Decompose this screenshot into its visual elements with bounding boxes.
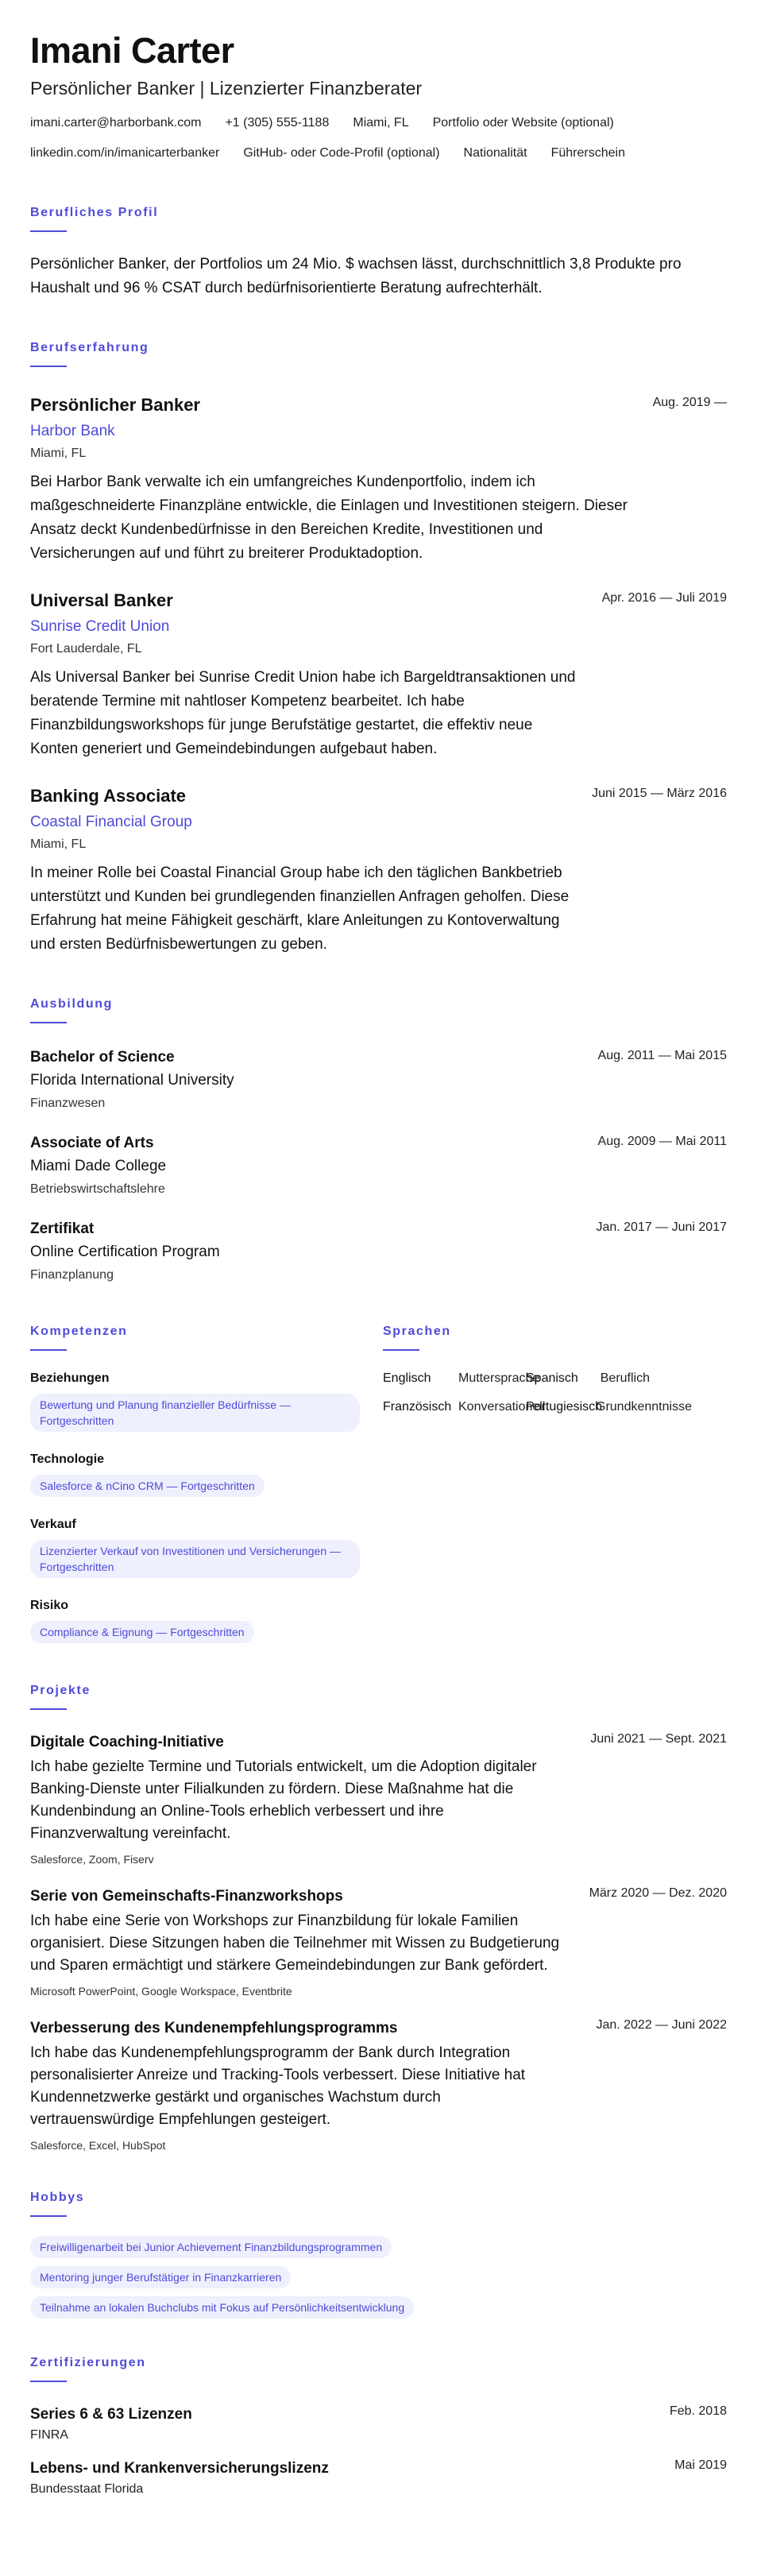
certifications-section [30,2355,727,2498]
project-date: Jan. 2022 — Juni 2022 [596,2018,727,2032]
profile-summary: Persönlicher Banker, der Portfolios um 24 Mio. $ wachsen lässt, durchschnittlich 3,8 Produkte pro Haushalt und 96 % CSAT durch bedürfnisorientierte Beratung aufrechterhält. [30,256,682,296]
contact-email[interactable]: imani.carter@harborbank.com [30,116,202,130]
job-date: Aug. 2019 — [652,396,727,409]
candidate-headline: Persönlicher Banker | Lizenzierter Finanzberater [30,78,423,99]
section-divider [30,1349,67,1351]
education-date: Aug. 2009 — Mai 2011 [597,1135,727,1148]
project-tech: Microsoft PowerPoint, Google Workspace, Eventbrite [30,1985,292,1998]
language-level: Beruflich [600,1371,650,1385]
degree: Bachelor of Science [30,1049,175,1066]
section-title-hobbies: Hobbys [30,2191,85,2204]
section-title-profile: Berufliches Profil [30,206,159,219]
school: Miami Dade College [30,1158,167,1174]
project-date: Juni 2021 — Sept. 2021 [590,1732,727,1746]
language-name: Englisch [383,1371,431,1385]
job-description: Bei Harbor Bank verwalte ich ein umfangreiches Kundenportfolio, indem ich maßgeschneiderte Finanzpläne entwickle, die Einlagen und Investitionen steigern. Dieser Ansatz deckt Kundenbedürfnisse in den Bereichen Kredite, Investitionen und Versicherungen auf und führt zu breiterer Produktadoption. [30,474,628,562]
certification-date: Mai 2019 [674,2458,727,2472]
candidate-name: Imani Carter [30,30,234,71]
hobby-item [30,2296,727,2319]
job-location: Miami, FL [30,447,87,460]
skills-section [30,1324,383,1643]
skill-group [30,1516,383,1578]
contact-info-row2 [30,145,727,162]
job-company: Harbor Bank [30,423,115,439]
section-title-projects: Projekte [30,1684,91,1697]
hobby-list [30,2236,727,2319]
field-of-study: Finanzplanung [30,1268,114,1282]
certification-date: Feb. 2018 [669,2404,727,2418]
section-divider [30,230,67,232]
project-entry [30,1732,727,1867]
section-title-skills: Kompetenzen [30,1325,128,1338]
degree: Zertifikat [30,1220,95,1237]
section-title-experience: Berufserfahrung [30,341,149,354]
job-location: Fort Lauderdale, FL [30,642,142,656]
education-date: Aug. 2011 — Mai 2015 [597,1049,727,1062]
skills-languages-row [30,1324,727,1643]
section-title-education: Ausbildung [30,997,113,1011]
project-date: März 2020 — Dez. 2020 [589,1886,727,1900]
languages-section [383,1324,727,1643]
education-entry [30,1219,727,1284]
hobby-pill: Freiwilligenarbeit bei Junior Achievement Finanzbildungsprogrammen [30,2236,392,2258]
certification-entry [30,2458,727,2498]
section-divider [383,1349,419,1351]
contact-license: Führerschein [550,146,625,160]
contact-location: Miami, FL [353,116,409,130]
job-date: Apr. 2016 — Juli 2019 [601,591,727,605]
section-divider [30,1022,67,1023]
skill-pill: Bewertung und Planung finanzieller Bedürfnisse — Fortgeschritten [30,1394,360,1432]
skill-group [30,1597,383,1643]
project-title: Serie von Gemeinschafts-Finanzworkshops [30,1888,343,1905]
project-tech: Salesforce, Excel, HubSpot [30,2139,166,2152]
language-name: Spanisch [526,1371,578,1385]
skill-category: Beziehungen [30,1371,110,1385]
experience-section [30,340,727,957]
contact-phone[interactable]: +1 (305) 555-1188 [225,116,330,130]
job-title: Universal Banker [30,590,173,610]
skill-category: Risiko [30,1599,69,1612]
skill-category: Verkauf [30,1518,76,1531]
hobbies-section [30,2190,727,2319]
skill-pill: Lizenzierter Verkauf von Investitionen und Versicherungen — Fortgeschritten [30,1540,360,1578]
contact-portfolio[interactable]: Portfolio oder Website (optional) [432,116,614,130]
degree: Associate of Arts [30,1135,154,1151]
section-divider [30,1708,67,1710]
school: Florida International University [30,1072,234,1089]
job-title: Banking Associate [30,786,187,806]
job-date: Juni 2015 — März 2016 [592,787,727,800]
profile-section [30,205,727,300]
language-level: Grundkenntnisse [596,1400,692,1414]
hobby-pill: Teilnahme an lokalen Buchclubs mit Fokus auf Persönlichkeitsentwicklung [30,2296,414,2319]
project-description: Ich habe das Kundenempfehlungsprogramm der Bank durch Integration personalisierter Anreize und Tracking-Tools verbessert. Diese Initiative hat Kundennetzwerke gestärkt und organisches Wachstum durch vertrauenswürdige Empfehlungen gesteigert. [30,2044,526,2128]
section-title-certifications: Zertifizierungen [30,2356,146,2369]
education-section [30,996,727,1284]
job-location: Miami, FL [30,837,87,851]
project-description: Ich habe gezielte Termine und Tutorials entwickelt, um die Adoption digitaler Banking-Dienste unter Filialkunden zu fördern. Diese Maßnahme hat die Kundenbindung an Online-Tools erheblich verbessert und ihre Finanzverwaltung vereinfacht. [30,1758,537,1842]
skill-pill: Salesforce & nCino CRM — Fortgeschritten [30,1475,265,1497]
certification-name: Lebens- und Krankenversicherungslizenz [30,2460,329,2477]
job-company: Coastal Financial Group [30,814,192,830]
education-entry [30,1047,727,1112]
contact-linkedin[interactable]: linkedin.com/in/imanicarterbanker [30,146,220,160]
certification-entry [30,2404,727,2444]
language-name: Portugiesisch [526,1400,603,1414]
job-company: Sunrise Credit Union [30,618,170,635]
projects-section [30,1683,727,2153]
certification-name: Series 6 & 63 Lizenzen [30,2406,192,2423]
job-description: Als Universal Banker bei Sunrise Credit Union habe ich Bargeldtransaktionen und beratende Termine mit nahtloser Kompetenz bearbeitet. Ich habe Finanzbildungsworkshops für junge Berufstätige gestartet, die effektiv neue Konten generiert und Gemeindebindungen aufgebaut haben. [30,669,576,757]
education-date: Jan. 2017 — Juni 2017 [596,1220,727,1234]
job-description: In meiner Rolle bei Coastal Financial Group habe ich den täglichen Bankbetrieb unterstützt und Kunden bei grundlegenden finanziellen Anfragen geholfen. Diese Erfahrung hat meine Fähigkeit geschärft, klare Anleitungen zu Kontoverwaltung und ersten Bedürfnisbewertungen zu geben. [30,864,570,953]
project-entry [30,2018,727,2153]
school: Online Certification Program [30,1244,220,1260]
section-divider [30,2381,67,2382]
section-divider [30,366,67,367]
skill-pill: Compliance & Eignung — Fortgeschritten [30,1621,254,1643]
contact-github[interactable]: GitHub- oder Code-Profil (optional) [243,146,440,160]
field-of-study: Finanzwesen [30,1097,106,1110]
skill-group [30,1370,383,1432]
contact-nationality: Nationalität [463,146,527,160]
language-level: Konversationell [458,1400,546,1414]
certification-issuer: FINRA [30,2428,68,2442]
project-title: Digitale Coaching-Initiative [30,1734,224,1750]
language-name: Französisch [383,1400,452,1414]
education-entry [30,1133,727,1198]
contact-info [30,114,727,132]
experience-entry [30,590,727,761]
language-level: Muttersprache [458,1371,540,1385]
skill-category: Technologie [30,1452,105,1466]
section-divider [30,2215,67,2217]
experience-entry [30,394,727,566]
hobby-item [30,2266,727,2288]
skill-group [30,1451,383,1497]
job-title: Persönlicher Banker [30,395,200,415]
field-of-study: Betriebswirtschaftslehre [30,1182,165,1196]
languages-grid [383,1370,727,1416]
section-title-languages: Sprachen [383,1325,451,1338]
hobby-pill: Mentoring junger Berufstätiger in Finanzkarrieren [30,2266,291,2288]
certification-issuer: Bundesstaat Florida [30,2482,144,2496]
project-description: Ich habe eine Serie von Workshops zur Finanzbildung für lokale Familien organisiert. Diese Sitzungen haben die Teilnehmer mit Wissen zu Budgetierung und Sparen ermächtigt und stärkere Gemeindebindungen zur Bank gefördert. [30,1913,560,1974]
experience-entry [30,785,727,957]
project-tech: Salesforce, Zoom, Fiserv [30,1853,154,1866]
hobby-item [30,2236,727,2258]
project-entry [30,1886,727,1999]
project-title: Verbesserung des Kundenempfehlungsprogramms [30,2020,398,2036]
